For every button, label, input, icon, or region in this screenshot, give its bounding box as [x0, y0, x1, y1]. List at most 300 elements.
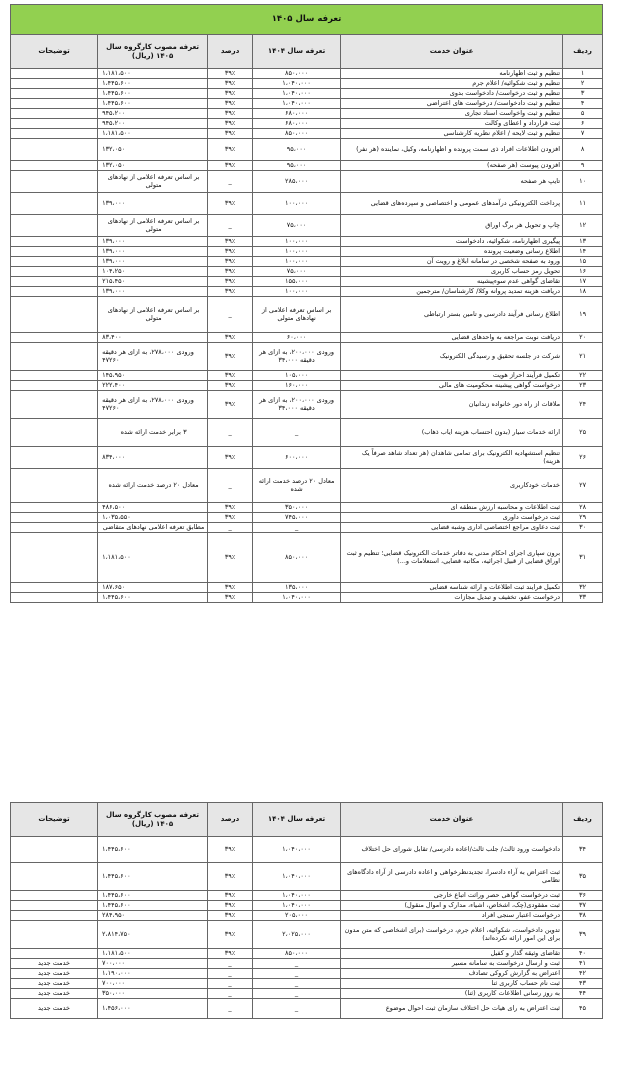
row-number: ۹: [563, 161, 603, 171]
old-tariff: معادل ۲۰ درصد خدمت ارائه شده: [253, 469, 341, 503]
new-tariff: ۱،۱۸۱،۵۰۰: [98, 69, 208, 79]
notes: [11, 333, 98, 343]
header-row-number: ردیف: [563, 35, 603, 69]
new-tariff: ۲۲۲،۴۰۰: [98, 381, 208, 391]
notes: [11, 89, 98, 99]
notes: [11, 469, 98, 503]
notes: [11, 901, 98, 911]
table-row: [11, 139, 603, 161]
row-number: ۲۶: [563, 447, 603, 469]
notes: [11, 99, 98, 109]
service-title: اعتراض به گزارش کروکی تصادف: [341, 969, 563, 979]
service-title: شرکت در جلسه تحقیق و رسیدگی الکترونیک: [341, 343, 563, 371]
row-number: ۲۳: [563, 381, 603, 391]
notes: [11, 503, 98, 513]
percent: ۳۹٪: [208, 949, 253, 959]
table-row: [11, 959, 603, 969]
percent: ۳۹٪: [208, 267, 253, 277]
notes: [11, 171, 98, 193]
notes: خدمت جدید: [11, 979, 98, 989]
row-number: ۱۴: [563, 247, 603, 257]
new-tariff: ۱،۱۸۱،۵۰۰: [98, 533, 208, 583]
table-row: [11, 99, 603, 109]
old-tariff: ۱۵۵،۰۰۰: [253, 277, 341, 287]
old-tariff: _: [253, 523, 341, 533]
service-title: ثبت اعتراض به رای هیات حل اختلاف سازمان ثبت احوال موضوع: [341, 999, 563, 1019]
service-title: چاپ و تحویل هر برگ اوراق: [341, 215, 563, 237]
new-tariff: ۳ برابر خدمت ارائه شده: [98, 419, 208, 447]
row-number: ۴۲: [563, 969, 603, 979]
service-title: تنظیم و ثبت دادخواست/ درخواست های اعتراضی: [341, 99, 563, 109]
new-tariff: ۱۰۴،۲۵۰: [98, 267, 208, 277]
row-number: ۱۶: [563, 267, 603, 277]
old-tariff: ۶۰۰،۰۰۰: [253, 447, 341, 469]
table-row: [11, 277, 603, 287]
row-number: ۲۹: [563, 513, 603, 523]
table-row: [11, 503, 603, 513]
percent: _: [208, 215, 253, 237]
row-number: ۱۰: [563, 171, 603, 193]
service-title: اطلاع رسانی فرآیند دادرسی و تامین بستر ارتباطی: [341, 297, 563, 333]
new-tariff: ۱۳۹،۰۰۰: [98, 193, 208, 215]
notes: [11, 297, 98, 333]
percent: ۳۹٪: [208, 161, 253, 171]
table-row: [11, 119, 603, 129]
table-row: [11, 979, 603, 989]
percent: ۳۹٪: [208, 921, 253, 949]
percent: ۳۹٪: [208, 593, 253, 603]
percent: ۳۹٪: [208, 837, 253, 863]
service-title: درخواست گواهی پیشینه محکومیت های مالی: [341, 381, 563, 391]
new-tariff: ۸۳،۴۰۰: [98, 333, 208, 343]
percent: ۳۹٪: [208, 247, 253, 257]
old-tariff: ورودی ۲۰۰،۰۰۰، به ازای هر دقیقه ۳۴،۰۰۰: [253, 391, 341, 419]
table-row: [11, 89, 603, 99]
notes: [11, 193, 98, 215]
percent: ۳۹٪: [208, 333, 253, 343]
row-number: ۳۷: [563, 901, 603, 911]
row-number: ۴۰: [563, 949, 603, 959]
service-title: خدمات خودکاربری: [341, 469, 563, 503]
new-tariff: مطابق تعرفه اعلامی نهادهای متقاضی: [98, 523, 208, 533]
service-title: افزودن پیوست (هر صفحه): [341, 161, 563, 171]
percent: ۳۹٪: [208, 79, 253, 89]
table-row: [11, 447, 603, 469]
percent: ۳۹٪: [208, 911, 253, 921]
row-number: ۲۸: [563, 503, 603, 513]
row-number: ۳۱: [563, 533, 603, 583]
header-service: عنوان خدمت: [341, 35, 563, 69]
notes: خدمت جدید: [11, 969, 98, 979]
service-title: برون سپاری اجرای احکام مدنی به دفاتر خدمات الکترونیک قضایی؛ تنظیم و ثبت اوراق قضایی از قبیل اجرائیه، مکاتبه قضایی، استعلامات و...): [341, 533, 563, 583]
service-title: ثبت درخواست گواهی حصر وراثت اتباع خارجی: [341, 891, 563, 901]
new-tariff: ۱،۱۸۱،۵۰۰: [98, 949, 208, 959]
row-number: ۳: [563, 89, 603, 99]
row-number: ۳۶: [563, 891, 603, 901]
row-number: ۴۱: [563, 959, 603, 969]
percent: ۳۹٪: [208, 277, 253, 287]
table-title-row: [11, 5, 603, 35]
row-number: ۱۱: [563, 193, 603, 215]
old-tariff: بر اساس تعرفه اعلامی از نهادهای متولی: [253, 297, 341, 333]
notes: خدمت جدید: [11, 959, 98, 969]
new-tariff: ۱،۴۴۵،۶۰۰: [98, 79, 208, 89]
new-tariff: ۱،۰۳۵،۵۵۰: [98, 513, 208, 523]
old-tariff: ۱،۰۴۰،۰۰۰: [253, 79, 341, 89]
notes: [11, 371, 98, 381]
table-row: [11, 989, 603, 999]
row-number: ۱۹: [563, 297, 603, 333]
percent: _: [208, 969, 253, 979]
old-tariff: ۲،۰۲۵،۰۰۰: [253, 921, 341, 949]
service-title: تنظیم و ثبت لایحه / اعلام نظریه کارشناسی: [341, 129, 563, 139]
percent: ۳۹٪: [208, 533, 253, 583]
table-row: [11, 193, 603, 215]
new-tariff: بر اساس تعرفه اعلامی از نهادهای متولی: [98, 171, 208, 193]
table-row: [11, 79, 603, 89]
new-tariff: ۱۳۲،۰۵۰: [98, 161, 208, 171]
notes: [11, 921, 98, 949]
new-tariff: ۹۴۵،۲۰۰: [98, 109, 208, 119]
new-tariff: ۱۳۹،۰۰۰: [98, 247, 208, 257]
table-row: [11, 593, 603, 603]
old-tariff: ۸۵۰،۰۰۰: [253, 949, 341, 959]
old-tariff: ۶۸۰،۰۰۰: [253, 119, 341, 129]
percent: ۳۹٪: [208, 583, 253, 593]
row-number: ۴۴: [563, 989, 603, 999]
row-number: ۷: [563, 129, 603, 139]
service-title: ثبت و ارسال درخواست به سامانه مسیر: [341, 959, 563, 969]
service-title: تایپ هر صفحه: [341, 171, 563, 193]
new-tariff: ۱۳۹،۰۰۰: [98, 287, 208, 297]
header-percent: درصد: [208, 35, 253, 69]
header-service: عنوان خدمت: [341, 803, 563, 837]
row-number: ۵: [563, 109, 603, 119]
notes: [11, 215, 98, 237]
table-row: [11, 257, 603, 267]
old-tariff: ۱،۰۴۰،۰۰۰: [253, 901, 341, 911]
percent: ۳۹٪: [208, 257, 253, 267]
new-tariff: ۱،۴۴۵،۶۰۰: [98, 99, 208, 109]
new-tariff: ۱۸۷،۶۵۰: [98, 583, 208, 593]
header-new-tariff: تعرفه مصوب کارگروه سال ۱۴۰۵ (ریال): [98, 35, 208, 69]
new-tariff: ۱۳۹،۰۰۰: [98, 237, 208, 247]
row-number: ۲۱: [563, 343, 603, 371]
service-title: ثبت نام حساب کاربری ثنا: [341, 979, 563, 989]
percent: _: [208, 523, 253, 533]
table-row: [11, 381, 603, 391]
percent: ۳۹٪: [208, 901, 253, 911]
old-tariff: ۶۰،۰۰۰: [253, 333, 341, 343]
notes: [11, 863, 98, 891]
service-title: تدوین دادخواست، شکوائیه، اعلام جرم، درخواست (برای اشخاصی که متن مدون برای این امور ارائه نکرده‌اند): [341, 921, 563, 949]
table-row: [11, 237, 603, 247]
percent: _: [208, 419, 253, 447]
percent: _: [208, 979, 253, 989]
old-tariff: ۸۵۰،۰۰۰: [253, 69, 341, 79]
old-tariff: ۱۳۵،۰۰۰: [253, 583, 341, 593]
notes: [11, 419, 98, 447]
percent: ۳۹٪: [208, 371, 253, 381]
header-row: [11, 35, 603, 69]
service-title: تنظیم و ثبت واخواست اسناد تجاری: [341, 109, 563, 119]
new-tariff: معادل ۲۰ درصد خدمت ارائه شده: [98, 469, 208, 503]
header-notes: توضیحات: [11, 35, 98, 69]
row-number: ۲۷: [563, 469, 603, 503]
table-row: [11, 109, 603, 119]
old-tariff: ۱،۰۴۰،۰۰۰: [253, 89, 341, 99]
notes: [11, 523, 98, 533]
notes: [11, 381, 98, 391]
new-tariff: ورودی ۲۷۸،۰۰۰، به ازای هر دقیقه ۴۷۲۶۰: [98, 343, 208, 371]
old-tariff: _: [253, 419, 341, 447]
notes: [11, 139, 98, 161]
percent: ۳۹٪: [208, 343, 253, 371]
percent: ۳۹٪: [208, 193, 253, 215]
table-row: [11, 513, 603, 523]
old-tariff: ۲۸۵،۰۰۰: [253, 171, 341, 193]
percent: _: [208, 171, 253, 193]
service-title: افزودن اطلاعات افراد ذی سمت پرونده و اظهارنامه، وکیل، نماینده (هر نفر): [341, 139, 563, 161]
percent: ۳۹٪: [208, 391, 253, 419]
old-tariff: _: [253, 979, 341, 989]
old-tariff: ۲۰۵،۰۰۰: [253, 911, 341, 921]
old-tariff: ۱۶۰،۰۰۰: [253, 381, 341, 391]
header-notes: توضیحات: [11, 803, 98, 837]
table-row: [11, 297, 603, 333]
new-tariff: ۴۸۶،۵۰۰: [98, 503, 208, 513]
table-row: [11, 999, 603, 1019]
service-title: ثبت اعتراض به آراء دادسرا، تجدیدنظرخواهی و اعاده دادرسی از آراء دادگاه‌های نظامی: [341, 863, 563, 891]
percent: ۳۹٪: [208, 381, 253, 391]
tariff-table-1: [10, 4, 603, 603]
old-tariff: _: [253, 969, 341, 979]
row-number: ۸: [563, 139, 603, 161]
service-title: تحویل رمز حساب کاربری: [341, 267, 563, 277]
table-row: [11, 129, 603, 139]
percent: ۳۹٪: [208, 89, 253, 99]
percent: ۳۹٪: [208, 99, 253, 109]
service-title: ثبت دعاوی مراجع اختصاصی اداری وشبه قضایی: [341, 523, 563, 533]
table-row: [11, 247, 603, 257]
percent: ۳۹٪: [208, 119, 253, 129]
new-tariff: ۱،۴۴۵،۶۰۰: [98, 891, 208, 901]
row-number: ۲۲: [563, 371, 603, 381]
service-title: تکمیل فرایند ثبت اطلاعات و ارائه شناسه قضایی: [341, 583, 563, 593]
old-tariff: ۸۵۰،۰۰۰: [253, 533, 341, 583]
new-tariff: ۷۰۰،۰۰۰: [98, 979, 208, 989]
table-row: [11, 837, 603, 863]
percent: _: [208, 959, 253, 969]
percent: ۳۹٪: [208, 237, 253, 247]
old-tariff: ۱،۰۴۰،۰۰۰: [253, 863, 341, 891]
service-title: ثبت اطلاعات و محاسبه ارزش منطقه ای: [341, 503, 563, 513]
percent: _: [208, 469, 253, 503]
notes: [11, 277, 98, 287]
old-tariff: _: [253, 999, 341, 1019]
row-number: ۳۵: [563, 863, 603, 891]
new-tariff: بر اساس تعرفه اعلامی از نهادهای متولی: [98, 297, 208, 333]
new-tariff: ۱۴۵،۹۵۰: [98, 371, 208, 381]
percent: ۳۹٪: [208, 109, 253, 119]
percent: ۳۹٪: [208, 503, 253, 513]
old-tariff: ۱۰۰،۰۰۰: [253, 247, 341, 257]
new-tariff: ورودی ۲۷۸،۰۰۰، به ازای هر دقیقه ۴۷۲۶۰: [98, 391, 208, 419]
table-row: [11, 921, 603, 949]
percent: ۳۹٪: [208, 891, 253, 901]
new-tariff: ۱،۴۴۵،۶۰۰: [98, 863, 208, 891]
row-number: ۴: [563, 99, 603, 109]
table-row: [11, 969, 603, 979]
new-tariff: ۹۴۵،۲۰۰: [98, 119, 208, 129]
old-tariff: ۳۵۰،۰۰۰: [253, 503, 341, 513]
table-title: تعرفه سال ۱۴۰۵: [11, 5, 603, 35]
old-tariff: ۹۵،۰۰۰: [253, 161, 341, 171]
notes: [11, 161, 98, 171]
new-tariff: ۱،۴۴۵،۶۰۰: [98, 89, 208, 99]
row-number: ۳۹: [563, 921, 603, 949]
table-row: [11, 533, 603, 583]
old-tariff: ۱۰۰،۰۰۰: [253, 287, 341, 297]
notes: [11, 837, 98, 863]
notes: [11, 583, 98, 593]
service-title: پرداخت الکترونیکی درآمدهای عمومی و اختصاصی و سپرده‌های قضایی: [341, 193, 563, 215]
notes: [11, 237, 98, 247]
old-tariff: ورودی ۲۰۰،۰۰۰، به ازای هر دقیقه ۳۴،۰۰۰: [253, 343, 341, 371]
row-number: ۱۳: [563, 237, 603, 247]
row-number: ۱۷: [563, 277, 603, 287]
notes: [11, 513, 98, 523]
service-title: ورود به صفحه شخصی در سامانه ابلاغ و رویت آن: [341, 257, 563, 267]
service-title: اطلاع رسانی وضعیت پرونده: [341, 247, 563, 257]
percent: _: [208, 989, 253, 999]
row-number: ۱۸: [563, 287, 603, 297]
row-number: ۲۵: [563, 419, 603, 447]
table-row: [11, 333, 603, 343]
new-tariff: ۲۱۵،۴۵۰: [98, 277, 208, 287]
table-row: [11, 69, 603, 79]
table-row: [11, 949, 603, 959]
percent: _: [208, 297, 253, 333]
old-tariff: ۱۰۰،۰۰۰: [253, 193, 341, 215]
old-tariff: _: [253, 989, 341, 999]
new-tariff: ۳۵۰،۰۰۰: [98, 989, 208, 999]
notes: خدمت جدید: [11, 999, 98, 1019]
header-old-tariff: تعرفه سال ۱۴۰۴: [253, 803, 341, 837]
new-tariff: ۸۳۴،۰۰۰: [98, 447, 208, 469]
old-tariff: ۱،۰۴۰،۰۰۰: [253, 99, 341, 109]
new-tariff: ۱،۴۴۵،۶۰۰: [98, 837, 208, 863]
percent: _: [208, 999, 253, 1019]
percent: ۳۹٪: [208, 69, 253, 79]
header-old-tariff: تعرفه سال ۱۴۰۴: [253, 35, 341, 69]
table-row: [11, 863, 603, 891]
row-number: ۱۲: [563, 215, 603, 237]
old-tariff: ۹۵،۰۰۰: [253, 139, 341, 161]
notes: خدمت جدید: [11, 989, 98, 999]
old-tariff: ۸۵۰،۰۰۰: [253, 129, 341, 139]
percent: ۳۹٪: [208, 447, 253, 469]
notes: [11, 891, 98, 901]
table-row: [11, 267, 603, 277]
notes: [11, 911, 98, 921]
service-title: درخواست اعتبار سنجی افراد: [341, 911, 563, 921]
header-new-tariff: تعرفه مصوب کارگروه سال ۱۴۰۵ (ریال): [98, 803, 208, 837]
service-title: ثبت مفقودی(چک، اشخاص، اشیاء، مدارک و اموال منقول): [341, 901, 563, 911]
notes: [11, 129, 98, 139]
old-tariff: ۶۸۰،۰۰۰: [253, 109, 341, 119]
row-number: ۱: [563, 69, 603, 79]
row-number: ۶: [563, 119, 603, 129]
header-row-number: ردیف: [563, 803, 603, 837]
table-row: [11, 161, 603, 171]
new-tariff: ۲،۸۱۴،۷۵۰: [98, 921, 208, 949]
old-tariff: ۷۵،۰۰۰: [253, 267, 341, 277]
old-tariff: ۱،۰۴۰،۰۰۰: [253, 837, 341, 863]
service-title: تنظیم استشهادیه الکترونیک برای تمامی شاهدان (هر تعداد شاهد صرفاً یک هزینه): [341, 447, 563, 469]
notes: [11, 287, 98, 297]
row-number: ۴۵: [563, 999, 603, 1019]
new-tariff: ۱،۴۴۵،۶۰۰: [98, 593, 208, 603]
service-title: تقاضای گواهی عدم سوءپیشینه: [341, 277, 563, 287]
old-tariff: ۱۰۰،۰۰۰: [253, 257, 341, 267]
table-row: [11, 523, 603, 533]
notes: [11, 343, 98, 371]
old-tariff: ۱۰۰،۰۰۰: [253, 237, 341, 247]
service-title: به روز رسانی اطلاعات کاربری (ثنا): [341, 989, 563, 999]
row-number: ۲۰: [563, 333, 603, 343]
table-row: [11, 419, 603, 447]
new-tariff: ۱،۱۸۱،۵۰۰: [98, 129, 208, 139]
notes: [11, 79, 98, 89]
notes: [11, 69, 98, 79]
service-title: تنظیم و ثبت درخواست/ دادخواست بدوی: [341, 89, 563, 99]
service-title: دریافت هزینه تمدید پروانه وکلا/ کارشناسان/ مترجمین: [341, 287, 563, 297]
old-tariff: ۱،۰۴۰،۰۰۰: [253, 891, 341, 901]
table-row: [11, 469, 603, 503]
old-tariff: ۱،۰۴۰،۰۰۰: [253, 593, 341, 603]
header-row: [11, 803, 603, 837]
row-number: ۳۳: [563, 593, 603, 603]
row-number: ۲۴: [563, 391, 603, 419]
row-number: ۲: [563, 79, 603, 89]
table-row: [11, 911, 603, 921]
service-title: ارائه خدمات سیار (بدون احتساب هزینه ایاب ذهاب): [341, 419, 563, 447]
new-tariff: ۱،۴۴۵،۶۰۰: [98, 901, 208, 911]
row-number: ۳۰: [563, 523, 603, 533]
percent: ۳۹٪: [208, 139, 253, 161]
service-title: پیگیری اظهارنامه، شکوائیه، دادخواست: [341, 237, 563, 247]
row-number: ۴۳: [563, 979, 603, 989]
new-tariff: ۱۳۲،۰۵۰: [98, 139, 208, 161]
service-title: تنظیم و ثبت اظهارنامه: [341, 69, 563, 79]
row-number: ۳۲: [563, 583, 603, 593]
notes: [11, 949, 98, 959]
new-tariff: ۷۰۰،۰۰۰: [98, 959, 208, 969]
header-percent: درصد: [208, 803, 253, 837]
service-title: تکمیل فرآیند احراز هویت: [341, 371, 563, 381]
table-row: [11, 891, 603, 901]
notes: [11, 447, 98, 469]
new-tariff: ۱،۴۵۶،۰۰۰: [98, 999, 208, 1019]
service-title: ثبت درخواست داوری: [341, 513, 563, 523]
new-tariff: ۱،۱۹۰،۰۰۰: [98, 969, 208, 979]
service-title: تقاضای وثیقه گذار و کفیل: [341, 949, 563, 959]
table-row: [11, 901, 603, 911]
service-title: دادخواست ورود ثالث/ جلب ثالث/اعاده دادرسی/ تقابل شورای حل اختلاف: [341, 837, 563, 863]
notes: [11, 257, 98, 267]
notes: [11, 109, 98, 119]
